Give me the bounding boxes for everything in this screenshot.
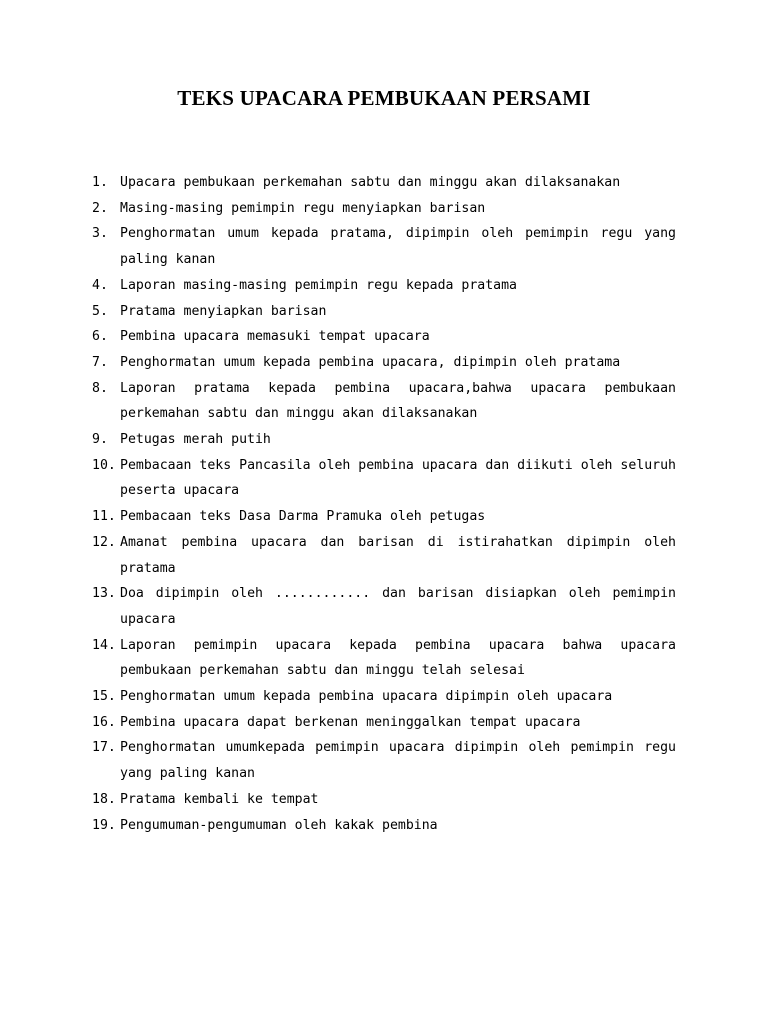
- list-item: [92, 710, 676, 736]
- list-item-number: 10.: [92, 457, 116, 473]
- list-item-text: Petugas merah putih: [120, 432, 271, 448]
- list-item: [92, 735, 676, 786]
- page-title: TEKS UPACARA PEMBUKAAN PERSAMI: [177, 86, 591, 110]
- list-item-text: Pengumuman-pengumuman oleh kakak pembina: [120, 817, 438, 833]
- list-item-text: Penghormatan umum kepada pembina upacara, dipimpin oleh pratama: [120, 354, 621, 370]
- list-item-number: 12.: [92, 534, 116, 550]
- list-item: [92, 684, 676, 710]
- list-item-number: 19.: [92, 817, 116, 833]
- list-item: [92, 376, 676, 427]
- list-item: [92, 324, 676, 350]
- list-item-number: 7.: [92, 354, 108, 370]
- list-item-text: Amanat pembina upacara dan barisan di istirahatkan dipimpin oleh pratama: [120, 534, 676, 576]
- ceremony-steps-list: [92, 170, 676, 838]
- list-item-text: Penghormatan umumkepada pemimpin upacara dipimpin oleh pemimpin regu yang paling kanan: [120, 740, 676, 782]
- list-item-number: 14.: [92, 637, 116, 653]
- list-item-text: Laporan pemimpin upacara kepada pembina upacara bahwa upacara pembukaan perkemahan sabtu dan minggu telah selesai: [120, 637, 676, 679]
- list-item: [92, 273, 676, 299]
- list-item-number: 2.: [92, 200, 108, 216]
- list-item-number: 18.: [92, 791, 116, 807]
- list-item: [92, 350, 676, 376]
- list-item-text: Pembacaan teks Pancasila oleh pembina upacara dan diikuti oleh seluruh peserta upacara: [120, 457, 676, 499]
- list-item: [92, 813, 676, 839]
- list-item-text: Laporan pratama kepada pembina upacara,bahwa upacara pembukaan perkemahan sabtu dan minggu akan dilaksanakan: [120, 380, 676, 422]
- list-item-text: Pembina upacara memasuki tempat upacara: [120, 329, 430, 345]
- list-item: [92, 427, 676, 453]
- list-item-text: Doa dipimpin oleh ............ dan barisan disiapkan oleh pemimpin upacara: [120, 586, 676, 627]
- list-item: [92, 633, 676, 684]
- list-item-number: 16.: [92, 714, 116, 730]
- list-item-number: 17.: [92, 740, 116, 756]
- list-item-text: Laporan masing-masing pemimpin regu kepada pratama: [120, 277, 517, 293]
- list-item-number: 9.: [92, 432, 108, 448]
- list-item: [92, 787, 676, 813]
- list-item: [92, 581, 676, 632]
- list-item-number: 13.: [92, 586, 116, 602]
- list-item-text: Penghormatan umum kepada pratama, dipimpin oleh pemimpin regu yang paling kanan: [120, 226, 676, 268]
- list-item-number: 5.: [92, 303, 108, 319]
- list-item-number: 11.: [92, 509, 116, 525]
- list-item-number: 8.: [92, 380, 108, 396]
- list-item: [92, 299, 676, 325]
- list-item-text: Upacara pembukaan perkemahan sabtu dan minggu akan dilaksanakan: [120, 175, 621, 190]
- list-item-number: 1.: [92, 175, 108, 190]
- list-item-number: 15.: [92, 689, 116, 705]
- list-item-number: 4.: [92, 277, 108, 293]
- list-item-text: Masing-masing pemimpin regu menyiapkan barisan: [120, 200, 486, 216]
- list-item-number: 3.: [92, 226, 108, 242]
- list-item: [92, 221, 676, 272]
- list-item-text: Pembina upacara dapat berkenan meninggalkan tempat upacara: [120, 714, 581, 730]
- list-item-text: Pratama kembali ke tempat: [120, 791, 319, 807]
- list-item-text: Penghormatan umum kepada pembina upacara dipimpin oleh upacara: [120, 689, 613, 705]
- list-item: [92, 504, 676, 530]
- list-item-text: Pembacaan teks Dasa Darma Pramuka oleh petugas: [120, 509, 486, 525]
- list-item: [92, 170, 676, 196]
- list-item-number: 6.: [92, 329, 108, 345]
- list-item-text: Pratama menyiapkan barisan: [120, 303, 327, 319]
- list-item: [92, 453, 676, 504]
- list-item: [92, 196, 676, 222]
- list-item: [92, 530, 676, 581]
